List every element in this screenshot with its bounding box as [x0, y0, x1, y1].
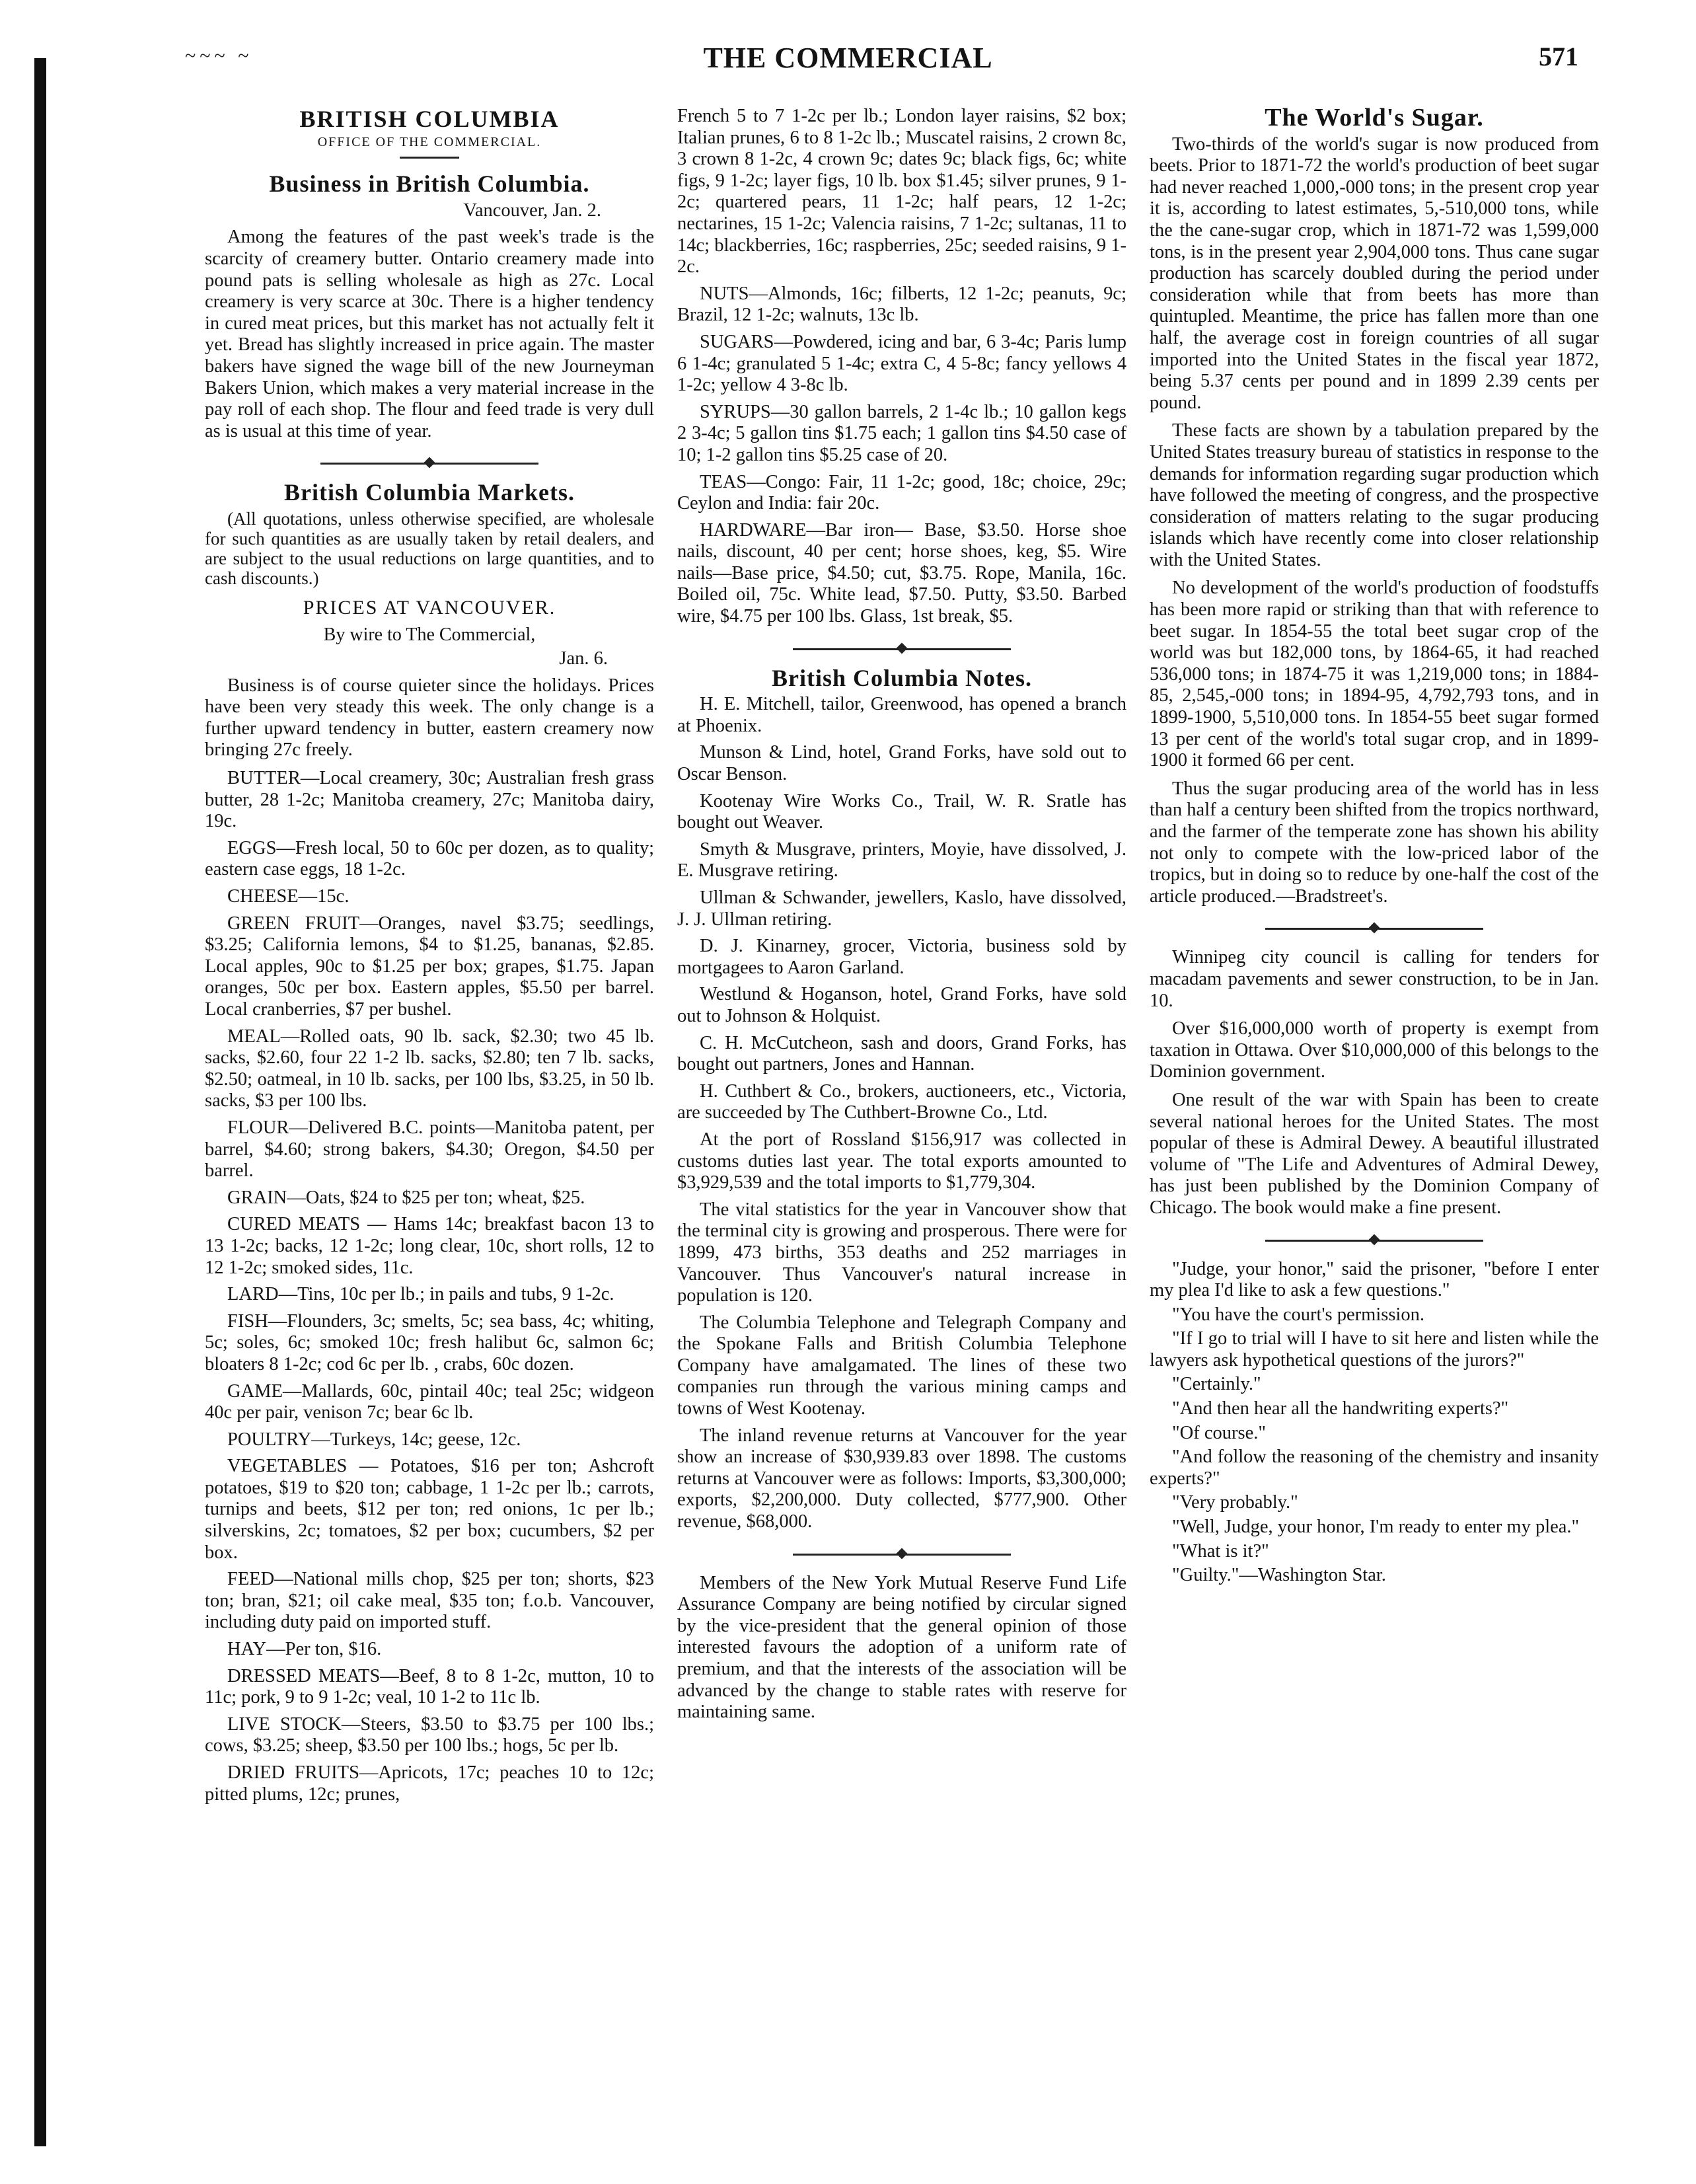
markets-note: (All quotations, unless otherwise specified, are wholesale for such quantities as are usually taken by retail dealers, and are subject to the usual reductions on large quantities, and to cash discounts.): [205, 508, 654, 588]
misc-paragraph: Over $16,000,000 worth of property is exempt from taxation in Ottawa. Over $10,000,000 of this belongs to the Dominion government.: [1150, 1018, 1599, 1082]
price-item: FLOUR—Delivered B.C. points—Manitoba patent, per barrel, $4.60; strong bakers, $4.30; Oregon, $4.50 per barrel.: [205, 1117, 654, 1182]
note-item: D. J. Kinarney, grocer, Victoria, business sold by mortgagees to Aaron Garland.: [677, 936, 1126, 978]
misc-paragraph: Winnipeg city council is calling for tenders for macadam pavements and sewer construction, to be in Jan. 10.: [1150, 947, 1599, 1011]
ornamental-divider: [1265, 922, 1483, 935]
sugar-paragraph: Two-thirds of the world's sugar is now produced from beets. Prior to 1871-72 the world's production of beet sugar had never reached 1,000,-000 tons; in the present crop year it is, according to latest estimates, 5,-510,000 tons, while the the cane-sugar crop, which in 1871-72 was 1,599,000 tons, is in the present year 2,904,000 tons. Thus cane sugar production has scarcely doubled during the period under consideration while that from beets has more than quintupled. Meantime, the price has fallen more than one half, the average cost in foreign countries of all sugar imported into the United States in the fiscal year 1872, being 5.37 cents per pound and in 1899 2.39 cents per pound.: [1150, 133, 1599, 413]
price-item: GREEN FRUIT—Oranges, navel $3.75; seedlings, $3.25; California lemons, $4 to $1.25, bananas, $2.85. Local apples, 90c to $1.25 per box; grapes, $1.75. Japan oranges, 50c per box. Eastern apples, $5.50 per barrel. Local cranberries, $7 per bushel.: [205, 913, 654, 1020]
ornamental-divider: [793, 642, 1011, 656]
dialogue-line: "Very probably.": [1172, 1492, 1298, 1513]
price-item: SUGARS—Powdered, icing and bar, 6 3-4c; Paris lump 6 1-4c; granulated 5 1-4c; extra C, 4 5-8c; fancy yellows 4 1-2c; yellow 4 3-8c lb.: [677, 331, 1126, 396]
price-item: FEED—National mills chop, $25 per ton; shorts, $23 ton; bran, $21; oil cake meal, $35 ton; f.o.b. Vancouver, including duty paid on imported stuff.: [205, 1569, 654, 1633]
price-item: GAME—Mallards, 60c, pintail 40c; teal 25c; widgeon 40c per pair, venison 7c; bear 6c lb.: [205, 1380, 654, 1423]
column-2: [677, 106, 1126, 1730]
price-item: HAY—Per ton, $16.: [227, 1639, 382, 1660]
price-item: FISH—Flounders, 3c; smelts, 5c; sea bass, 4c; whiting, 5c; soles, 6c; smoked 10c; fresh halibut 6c, salmon 6c; bloaters 8 1-2c; cod 6c per lb. , crabs, 60c dozen.: [205, 1310, 654, 1374]
note-item: C. H. McCutcheon, sash and doors, Grand Forks, has bought out partners, Jones and Hannan.: [677, 1032, 1126, 1075]
price-item: POULTRY—Turkeys, 14c; geese, 12c.: [227, 1429, 521, 1450]
price-item: GRAIN—Oats, $24 to $25 per ton; wheat, $25.: [227, 1187, 585, 1208]
sugar-paragraph: Thus the sugar producing area of the world has in less than half a century been shifted from the tropics northward, and the farmer of the temperate zone has shown his ability not only to compete with the low-priced labor of the tropics, but in doing so to reduce by one-half the cost of the article produced.—Bradstreet's.: [1150, 778, 1599, 907]
dialogue-line: "What is it?": [1172, 1540, 1269, 1562]
prices-intro: Business is of course quieter since the holidays. Prices have been very steady this week. The only change is a further upward tendency in butter, eastern creamery now bringing 27c freely.: [205, 675, 654, 761]
article-title-sugar: The World's Sugar.: [1265, 104, 1484, 132]
sugar-paragraph: These facts are shown by a tabulation prepared by the United States treasury bureau of statistics in response to the demands for information regarding sugar production which have followed the meeting of congress, and the prospective consideration of matters relating to the sugar producing islands which have recently come into closer relationship with the United States.: [1150, 420, 1599, 570]
ornamental-divider: [320, 457, 538, 470]
newspaper-title: THE COMMERCIAL: [703, 42, 993, 74]
dialogue-line: "Well, Judge, your honor, I'm ready to enter my plea.": [1172, 1517, 1580, 1538]
article-title-notes: British Columbia Notes.: [771, 664, 1033, 691]
note-item: The vital statistics for the year in Vancouver show that the terminal city is growing and prosperous. There were for 1899, 473 births, 353 deaths and 252 marriages in Vancouver. Thus Vancouver's natural increase in population is 120.: [677, 1199, 1126, 1306]
note-item: H. E. Mitchell, tailor, Greenwood, has opened a branch at Phoenix.: [677, 694, 1126, 736]
section-subheading: OFFICE OF THE COMMERCIAL.: [317, 134, 542, 149]
column-1: [205, 106, 654, 1811]
prices-byline: By wire to The Commercial,: [323, 624, 536, 645]
note-item: Smyth & Musgrave, printers, Moyie, have dissolved, J. E. Musgrave retiring.: [677, 839, 1126, 882]
price-item: CURED MEATS — Hams 14c; breakfast bacon 13 to 13 1-2c; backs, 12 1-2c; long clear, 10c, short rolls, 12 to 12 1-2c; smoked sides, 11c.: [205, 1214, 654, 1278]
prices-date: Jan. 6.: [559, 648, 608, 669]
price-item: DRIED FRUITS—Apricots, 17c; peaches 10 to 12c; pitted plums, 12c; prunes,: [205, 1762, 654, 1805]
price-item: French 5 to 7 1-2c per lb.; London layer raisins, $2 box; Italian prunes, 6 to 8 1-2c lb.; Muscatel raisins, 2 crown 8c, 3 crown 8 1-2c, 4 crown 9c; dates 9c; black figs, 6c; white figs, 9 1-2c; layer figs, 10 lb. box $1.45; silver prunes, 9 1-2c; quartered pears, 11 1-2c; half pears, 12 1-2c; nectarines, 15 1-2c; Valencia raisins, 7 1-2c; sultanas, 11 to 14c; blackberries, 16c; raspberries, 25c; seeded raisins, 9 1-2c.: [677, 106, 1126, 278]
dialogue-line: "And then hear all the handwriting experts?": [1172, 1398, 1509, 1419]
price-item: LIVE STOCK—Steers, $3.50 to $3.75 per 100 lbs.; cows, $3.25; sheep, $3.50 per 100 lbs.; hogs, 5c per lb.: [205, 1713, 654, 1756]
column-3: [1150, 106, 1599, 1589]
note-item: The Columbia Telephone and Telegraph Company and the Spokane Falls and British Columbia Telephone Company have amalgamated. The lines of these two companies run through the various mining camps and towns of West Kootenay.: [677, 1312, 1126, 1419]
dialogue-line: "Of course.": [1172, 1422, 1266, 1443]
note-item: Munson & Lind, hotel, Grand Forks, have sold out to Oscar Benson.: [677, 742, 1126, 785]
note-item: Westlund & Hoganson, hotel, Grand Forks, have sold out to Johnson & Holquist.: [677, 984, 1126, 1026]
article-title-markets: British Columbia Markets.: [283, 479, 575, 506]
section-heading: BRITISH COLUMBIA: [299, 106, 560, 132]
price-item: MEAL—Rolled oats, 90 lb. sack, $2.30; two 45 lb. sacks, $2.60, four 22 1-2 lb. sacks, $2.80; ten 7 lb. sacks, $2.50; oatmeal, in 10 lb. sacks, per 100 lbs, $3.25, in 50 lb. sacks, $3 per 100 lbs.: [205, 1026, 654, 1111]
article-title-business: Business in British Columbia.: [269, 170, 590, 198]
short-rule: [400, 157, 459, 159]
price-item: TEAS—Congo: Fair, 11 1-2c; good, 18c; choice, 29c; Ceylon and India: fair 20c.: [677, 471, 1126, 514]
article-dateline: Vancouver, Jan. 2.: [463, 200, 601, 221]
article-body-mutual: Members of the New York Mutual Reserve Fund Life Assurance Company are being notified by circular signed by the vice-president that the general opinion of those interested favours the adoption of a uniform rate of premium, and that the interests of the association will be advanced by the change to stable rates with reserve for maintaining same.: [677, 1572, 1126, 1723]
price-item: HARDWARE—Bar iron— Base, $3.50. Horse shoe nails, discount, 40 per cent; horse shoes, keg, $5. Wire nails—Base price, $4.50; cut, $3.75. Rope, Manila, 16c. Boiled oil, 75c. White lead, $7.50. Putty, $3.50. Barbed wire, $4.75 per 100 lbs. Glass, 1st break, $5.: [677, 519, 1126, 627]
note-item: At the port of Rossland $156,917 was collected in customs duties last year. The total exports amounted to $3,929,539 and the total imports to $1,779,304.: [677, 1129, 1126, 1193]
ornamental-divider: [793, 1548, 1011, 1561]
dialogue-line: "Certainly.": [1172, 1374, 1261, 1395]
price-item: SYRUPS—30 gallon barrels, 2 1-4c lb.; 10 gallon kegs 2 3-4c; 5 gallon tins $1.75 each; 1 gallon tins $4.50 case of 10; 1-2 gallon tins $5.25 case of 20.: [677, 401, 1126, 465]
note-item: Kootenay Wire Works Co., Trail, W. R. Sratle has bought out Weaver.: [677, 790, 1126, 833]
page-number: 571: [1539, 42, 1578, 71]
page-spine-shadow: [34, 58, 46, 2146]
note-item: The inland revenue returns at Vancouver for the year show an increase of $30,939.83 over 1898. The customs returns at Vancouver were as follows: Imports, $3,300,000; exports, $2,200,000. Duty collected, $777,900. Other revenue, $68,000.: [677, 1425, 1126, 1532]
ornamental-divider: [1265, 1234, 1483, 1247]
dialogue-line: "Judge, your honor," said the prisoner, "before I enter my plea I'd like to ask a few questions.": [1150, 1258, 1599, 1301]
prices-title: PRICES AT VANCOUVER.: [303, 596, 556, 619]
dialogue-line: "Guilty."—Washington Star.: [1172, 1565, 1386, 1586]
misc-paragraph: One result of the war with Spain has been to create several national heroes for the United States. The most popular of these is Admiral Dewey. A beautiful illustrated volume of "The Life and Adventures of Admiral Dewey, has just been published by the Dominion Company of Chicago. The book would make a fine present.: [1150, 1089, 1599, 1218]
price-item: CHEESE—15c.: [227, 886, 350, 907]
dialogue-line: "You have the court's permission.: [1172, 1304, 1424, 1325]
dialogue-line: "If I go to trial will I have to sit here and listen while the lawyers ask hypothetical questions of the jurors?": [1150, 1328, 1599, 1371]
price-item: LARD—Tins, 10c per lb.; in pails and tubs, 9 1-2c.: [227, 1284, 614, 1305]
sugar-paragraph: No development of the world's production of foodstuffs has been more rapid or striking than that with reference to beet sugar. In 1854-55 the total beet sugar crop of the world was but 182,000 tons, by 1864-65, it had reached 536,000 tons; in 1874-75 it was 1,219,000 tons; in 1884-85, 2,545,-000 tons; in 1894-95, 4,792,793 tons, and in 1899-1900, 5,510,000 tons. In 1854-55 beet sugar formed 13 per cent of the world's total sugar crop, and in 1899-1900 it formed 66 per cent.: [1150, 578, 1599, 771]
dialogue-line: "And follow the reasoning of the chemistry and insanity experts?": [1150, 1447, 1599, 1489]
price-item: BUTTER—Local creamery, 30c; Australian fresh grass butter, 28 1-2c; Manitoba creamery, 27c; Manitoba dairy, 19c.: [205, 768, 654, 832]
note-item: H. Cuthbert & Co., brokers, auctioneers, etc., Victoria, are succeeded by The Cuthbert-Browne Co., Ltd.: [677, 1080, 1126, 1123]
price-item: DRESSED MEATS—Beef, 8 to 8 1-2c, mutton, 10 to 11c; pork, 9 to 9 1-2c; veal, 10 1-2 to 11c lb.: [205, 1665, 654, 1708]
article-body-business: Among the features of the past week's trade is the scarcity of creamery butter. Ontario creamery made into pound pats is selling wholesale as high as 27c. Local creamery is very scarce at 30c. There is a higher tendency in cured meat prices, but this market has not actually felt it yet. Bread has slightly increased in price again. The master bakers have signed the wage bill of the new Journeyman Bakers Union, which makes a very material increase in the pay roll of each shop. The flour and feed trade is very dull as is usual at this time of year.: [205, 227, 654, 441]
header-mark: ~~~ ~: [185, 45, 253, 67]
price-item: NUTS—Almonds, 16c; filberts, 12 1-2c; peanuts, 9c; Brazil, 12 1-2c; walnuts, 13c lb.: [677, 283, 1126, 326]
note-item: Ullman & Schwander, jewellers, Kaslo, have dissolved, J. J. Ullman retiring.: [677, 887, 1126, 930]
price-item: EGGS—Fresh local, 50 to 60c per dozen, as to quality; eastern case eggs, 18 1-2c.: [205, 837, 654, 880]
price-item: VEGETABLES — Potatoes, $16 per ton; Ashcroft potatoes, $19 to $20 ton; cabbage, 1 1-2c per lb.; carrots, turnips and beets, $12 per ton; red onions, 1c per lb.; silverskins, 2c; tomatoes, $2 per box; cucumbers, $2 per box.: [205, 1456, 654, 1563]
